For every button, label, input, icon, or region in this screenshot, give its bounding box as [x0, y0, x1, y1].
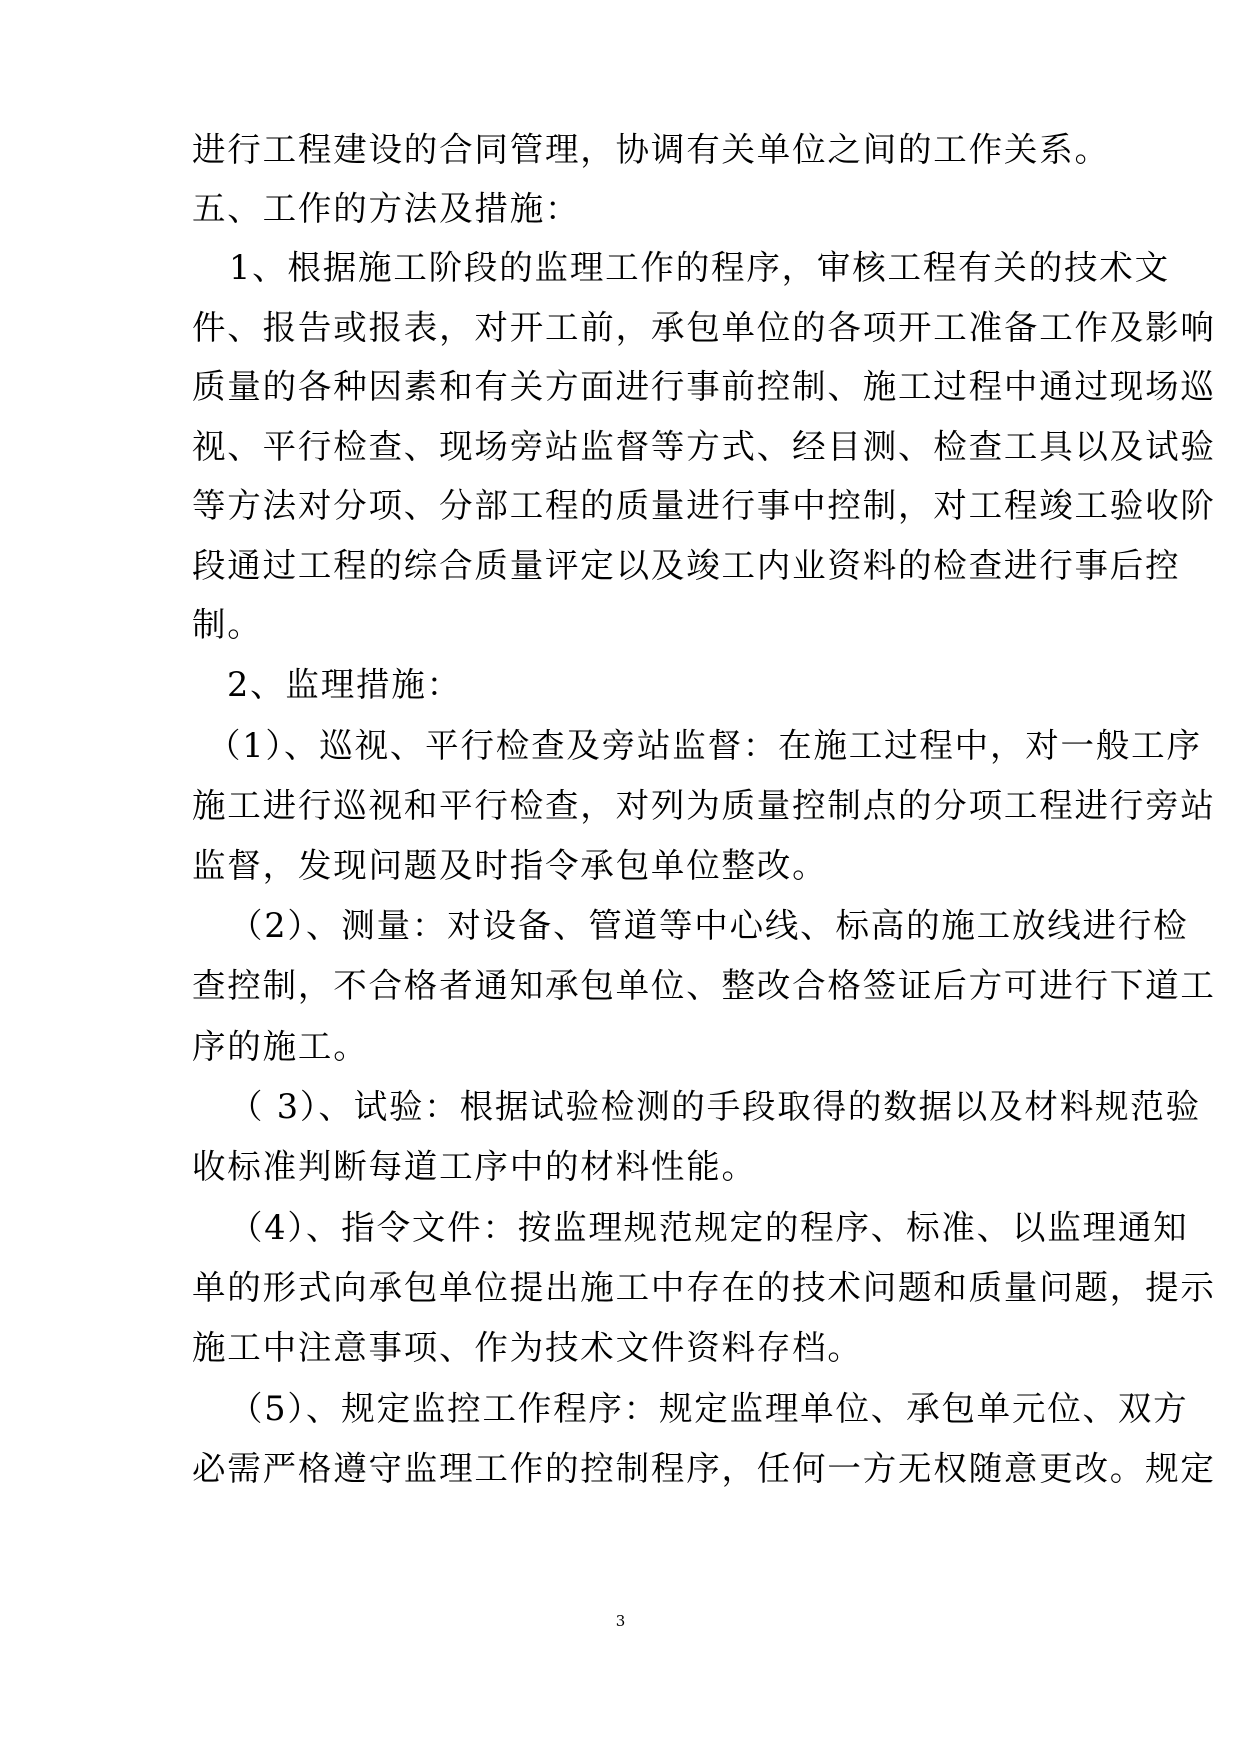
body-text-line: 视、平行检查、现场旁站监督等方式、经目测、检查工具以及试验: [192, 427, 1216, 466]
page-number: 3: [615, 1612, 626, 1630]
body-text-line: （5）、规定监控工作程序：规定监理单位、承包单元位、双方: [229, 1389, 1189, 1428]
body-text-line: 制。: [192, 605, 263, 644]
subsection-heading: 2、监理措施：: [227, 665, 462, 704]
section-heading: 五、工作的方法及措施：: [192, 189, 581, 228]
body-text-line: 件、报告或报表，对开工前，承包单位的各项开工准备工作及影响: [192, 308, 1216, 347]
body-text-line: （4）、指令文件：按监理规范规定的程序、标准、以监理通知: [229, 1208, 1189, 1247]
body-text-line: 段通过工程的综合质量评定以及竣工内业资料的检查进行事后控: [192, 546, 1181, 585]
body-text-line: 施工中注意事项、作为技术文件资料存档。: [192, 1328, 863, 1367]
body-text-line: （2）、测量：对设备、管道等中心线、标高的施工放线进行检: [229, 906, 1189, 945]
body-text-line: 序的施工。: [192, 1027, 369, 1066]
body-text-line: 必需严格遵守监理工作的控制程序，任何一方无权随意更改。规定: [192, 1449, 1216, 1488]
body-text-line: 等方法对分项、分部工程的质量进行事中控制，对工程竣工验收阶: [192, 486, 1216, 525]
body-text-line: 进行工程建设的合同管理，协调有关单位之间的工作关系。: [192, 130, 1110, 169]
body-text-line: 施工进行巡视和平行检查，对列为质量控制点的分项工程进行旁站: [192, 786, 1216, 825]
body-text-line: 单的形式向承包单位提出施工中存在的技术问题和质量问题，提示: [192, 1268, 1216, 1307]
body-text-line: 收标准判断每道工序中的材料性能。: [192, 1147, 757, 1186]
body-text-line: 1、根据施工阶段的监理工作的程序，审核工程有关的技术文: [229, 248, 1170, 287]
body-text-line: 监督，发现问题及时指令承包单位整改。: [192, 846, 828, 885]
body-text-line: 查控制，不合格者通知承包单位、整改合格签证后方可进行下道工: [192, 966, 1216, 1005]
body-text-line: 质量的各种因素和有关方面进行事前控制、施工过程中通过现场巡: [192, 367, 1216, 406]
body-text-line: （ 3）、试验：根据试验检测的手段取得的数据以及材料规范验: [229, 1087, 1201, 1126]
body-text-line: （1）、巡视、平行检查及旁站监督：在施工过程中，对一般工序: [207, 726, 1202, 765]
